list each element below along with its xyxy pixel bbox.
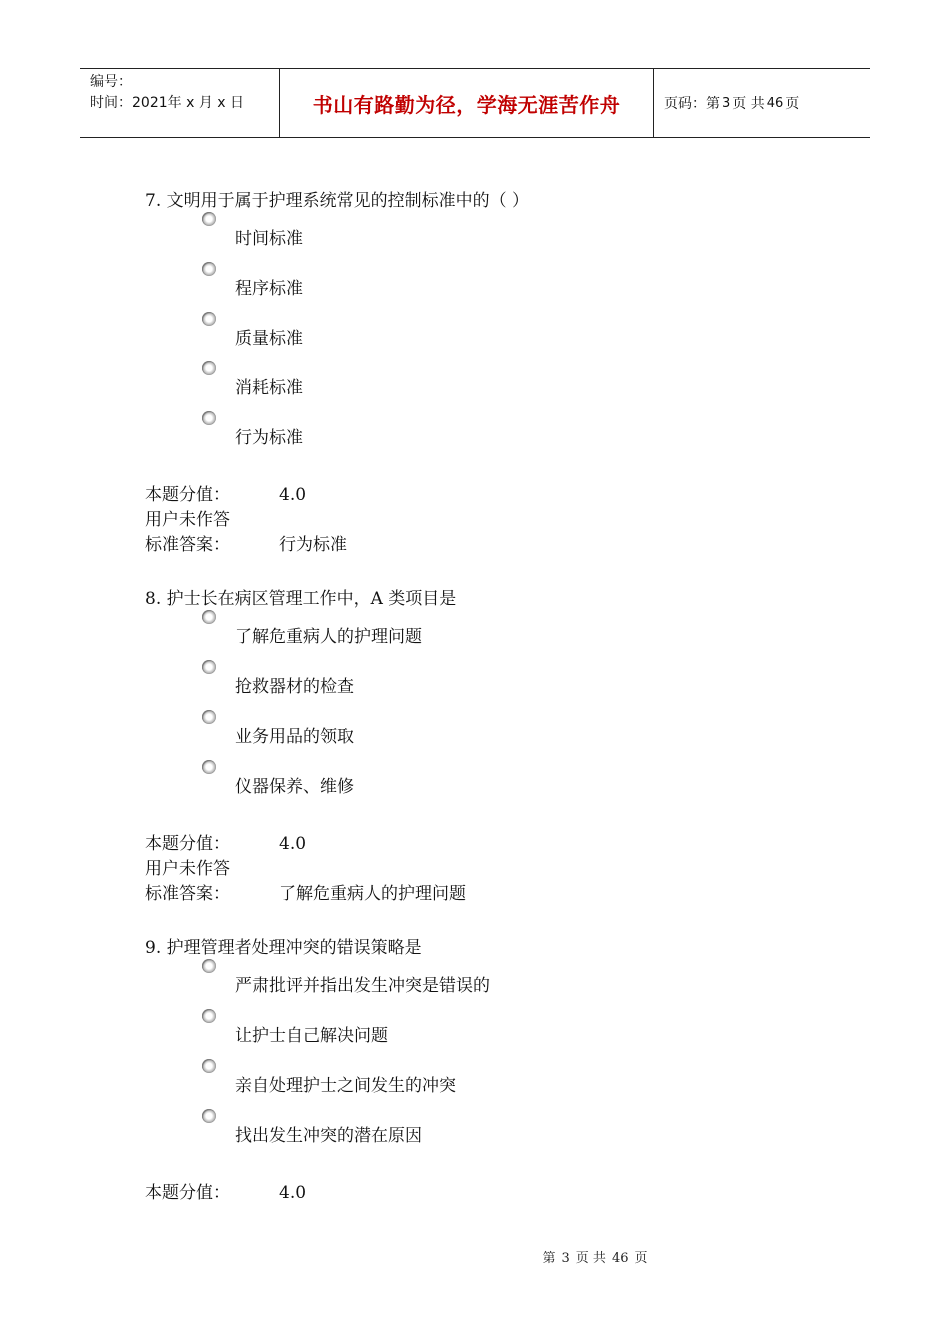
user-status: 用户未作答: [145, 859, 230, 879]
footer-page: 3: [561, 1251, 570, 1266]
footer-suffix: 页: [634, 1251, 648, 1266]
user-status: 用户未作答: [145, 510, 230, 530]
header-page-info: [654, 69, 870, 137]
page-suffix: 页: [785, 96, 800, 112]
option-label: 让护士自己解决问题: [235, 1026, 388, 1046]
page-mid: 页 共: [732, 96, 765, 112]
option-label: 程序标准: [235, 279, 303, 299]
question-7-meta: [145, 483, 347, 558]
score-label: 本题分值：: [145, 1183, 230, 1203]
option-label: 亲自处理护士之间发生的冲突: [235, 1076, 456, 1096]
question-title: 8. 护士长在病区管理工作中，A 类项目是: [145, 589, 457, 609]
option-label: 了解危重病人的护理问题: [235, 627, 422, 647]
time-year: 2021: [132, 95, 168, 111]
page-footer: [0, 1247, 950, 1266]
radio-circle-icon[interactable]: [202, 411, 216, 425]
answer-value: 行为标准: [279, 535, 347, 555]
score-value: 4.0: [279, 834, 307, 854]
answer-value: 了解危重病人的护理问题: [279, 884, 466, 904]
score-label: 本题分值：: [145, 485, 230, 505]
radio-circle-icon[interactable]: [202, 610, 216, 624]
option-label: 质量标准: [235, 329, 303, 349]
question-8-meta: [145, 832, 466, 907]
footer-mid: 页 共: [575, 1251, 606, 1266]
time-label: 时间：: [90, 95, 132, 111]
option-label: 行为标准: [235, 428, 303, 448]
page-header: [80, 68, 870, 138]
page-prefix: 页码：第: [664, 96, 720, 112]
question-title: 7. 文明用于属于护理系统常见的控制标准中的（ ）: [145, 191, 530, 211]
radio-circle-icon[interactable]: [202, 1059, 216, 1073]
footer-total: 46: [611, 1251, 629, 1266]
answer-label: 标准答案：: [145, 535, 230, 555]
question-9-meta: [145, 1181, 306, 1206]
question-7: [145, 186, 529, 211]
code-label: 编号：: [90, 74, 132, 90]
option-label: 仪器保养、维修: [235, 777, 354, 797]
time-date: 年 x 月 x 日: [167, 95, 245, 111]
radio-circle-icon[interactable]: [202, 959, 216, 973]
question-8: [145, 584, 456, 609]
score-value: 4.0: [279, 485, 307, 505]
radio-circle-icon[interactable]: [202, 262, 216, 276]
radio-circle-icon[interactable]: [202, 1009, 216, 1023]
page-total: 46: [766, 95, 784, 111]
radio-circle-icon[interactable]: [202, 212, 216, 226]
radio-circle-icon[interactable]: [202, 760, 216, 774]
score-label: 本题分值：: [145, 834, 230, 854]
time-line: [90, 93, 279, 114]
answer-label: 标准答案：: [145, 884, 230, 904]
footer-prefix: 第: [542, 1251, 556, 1266]
option-label: 找出发生冲突的潜在原因: [235, 1126, 422, 1146]
radio-circle-icon[interactable]: [202, 660, 216, 674]
option-label: 抢救器材的检查: [235, 677, 354, 697]
page-number: 3: [722, 95, 731, 111]
header-motto: 书山有路勤为径，学海无涯苦作舟: [280, 69, 654, 137]
radio-circle-icon[interactable]: [202, 312, 216, 326]
option-label: 时间标准: [235, 229, 303, 249]
question-9: [145, 933, 422, 958]
score-value: 4.0: [279, 1183, 307, 1203]
option-label: 严肃批评并指出发生冲突是错误的: [235, 976, 490, 996]
radio-circle-icon[interactable]: [202, 710, 216, 724]
radio-circle-icon[interactable]: [202, 361, 216, 375]
header-meta: [80, 69, 280, 137]
option-label: 业务用品的领取: [235, 727, 354, 747]
radio-circle-icon[interactable]: [202, 1109, 216, 1123]
option-label: 消耗标准: [235, 378, 303, 398]
question-title: 9. 护理管理者处理冲突的错误策略是: [145, 938, 422, 958]
